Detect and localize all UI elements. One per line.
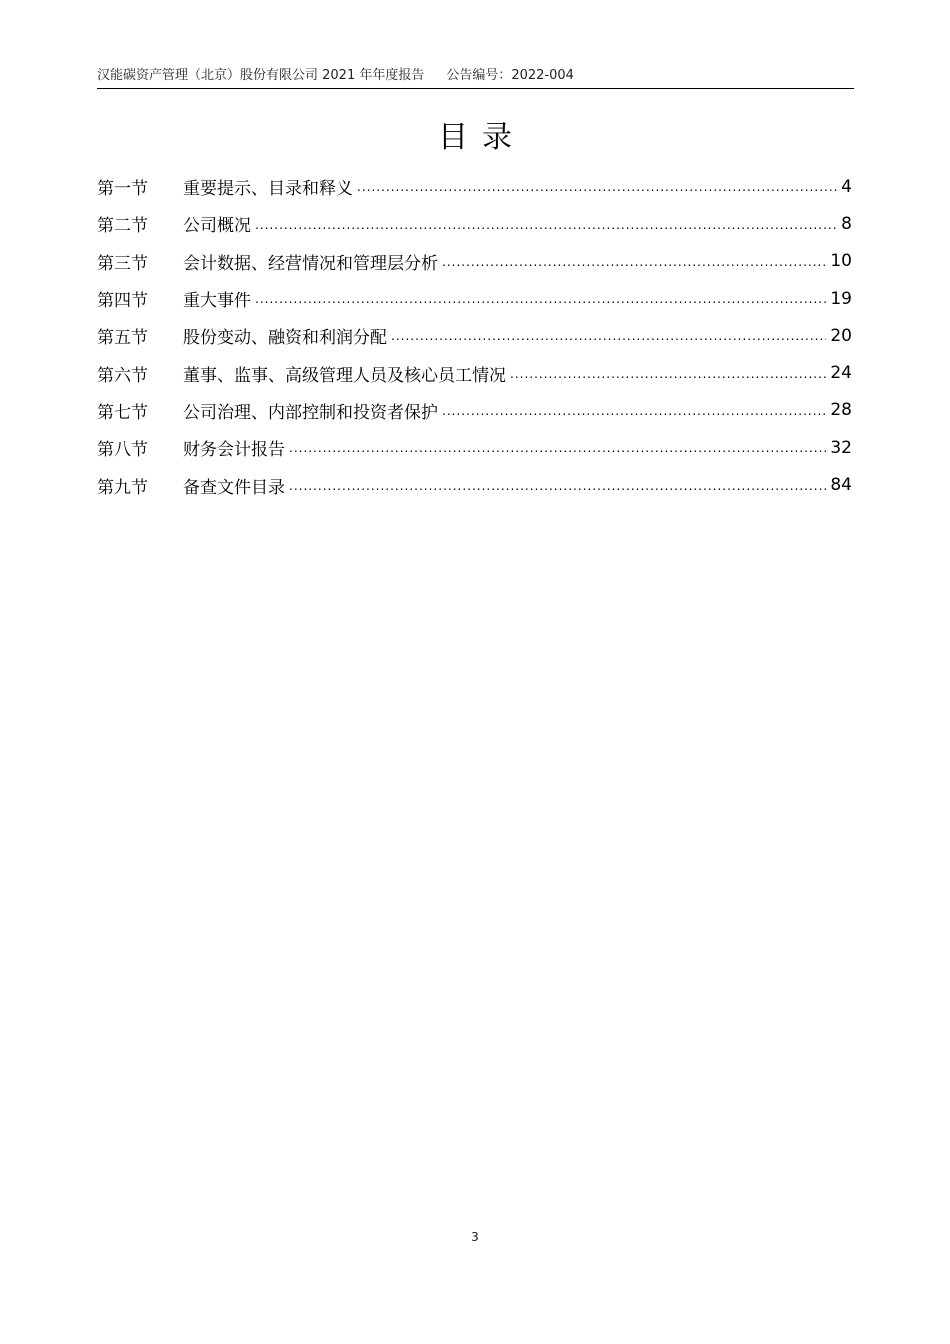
dot-leader bbox=[289, 478, 826, 495]
toc-section-name: 重大事件 bbox=[183, 291, 251, 312]
dot-leader bbox=[255, 291, 826, 308]
dot-leader bbox=[255, 217, 837, 234]
toc-section-name: 公司治理、内部控制和投资者保护 bbox=[183, 402, 438, 423]
dot-leader bbox=[442, 254, 826, 271]
toc-page-number: 20 bbox=[830, 325, 852, 346]
toc-page-number: 19 bbox=[830, 288, 852, 309]
toc-section-name: 会计数据、经营情况和管理层分析 bbox=[183, 253, 438, 274]
toc-section-label: 第六节 bbox=[97, 365, 148, 386]
toc-entry-2[interactable] bbox=[97, 205, 852, 242]
toc-entry-4[interactable] bbox=[97, 280, 852, 317]
toc-section-name: 董事、监事、高级管理人员及核心员工情况 bbox=[183, 365, 506, 386]
notice-number: 公告编号：2022-004 bbox=[446, 68, 574, 83]
toc-section-label: 第八节 bbox=[97, 440, 148, 461]
toc-section-label: 第五节 bbox=[97, 328, 148, 349]
toc-section-label: 第一节 bbox=[97, 179, 148, 200]
toc-section-label: 第三节 bbox=[97, 253, 148, 274]
dot-leader bbox=[289, 440, 826, 457]
page-number-footer: 3 bbox=[471, 1230, 479, 1244]
toc-entry-7[interactable] bbox=[97, 392, 852, 429]
toc-page-number: 8 bbox=[841, 213, 852, 234]
toc-page-number: 28 bbox=[830, 400, 852, 421]
toc-section-name: 财务会计报告 bbox=[183, 440, 285, 461]
page-header bbox=[97, 66, 854, 89]
toc-page-number: 84 bbox=[830, 475, 852, 496]
toc-entry-6[interactable] bbox=[97, 354, 852, 391]
dot-leader bbox=[357, 179, 837, 196]
toc-entry-9[interactable] bbox=[97, 466, 852, 503]
toc-section-label: 第二节 bbox=[97, 216, 148, 237]
table-of-contents bbox=[97, 168, 852, 504]
toc-section-name: 备查文件目录 bbox=[183, 477, 285, 498]
toc-page-number: 24 bbox=[830, 363, 852, 384]
toc-page-number: 10 bbox=[830, 251, 852, 272]
toc-entry-5[interactable] bbox=[97, 317, 852, 354]
toc-page-number: 32 bbox=[830, 437, 852, 458]
toc-section-name: 重要提示、目录和释义 bbox=[183, 179, 353, 200]
toc-page-number: 4 bbox=[841, 176, 852, 197]
toc-entry-3[interactable] bbox=[97, 243, 852, 280]
toc-section-label: 第四节 bbox=[97, 291, 148, 312]
toc-entry-1[interactable] bbox=[97, 168, 852, 205]
dot-leader bbox=[510, 366, 826, 383]
toc-section-name: 公司概况 bbox=[183, 216, 251, 237]
toc-section-name: 股份变动、融资和利润分配 bbox=[183, 328, 387, 349]
toc-title: 目录 bbox=[438, 120, 526, 155]
toc-section-label: 第九节 bbox=[97, 477, 148, 498]
dot-leader bbox=[442, 403, 826, 420]
dot-leader bbox=[391, 328, 826, 345]
toc-section-label: 第七节 bbox=[97, 402, 148, 423]
report-title: 汉能碳资产管理（北京）股份有限公司 2021 年年度报告 bbox=[97, 68, 425, 83]
toc-entry-8[interactable] bbox=[97, 429, 852, 466]
